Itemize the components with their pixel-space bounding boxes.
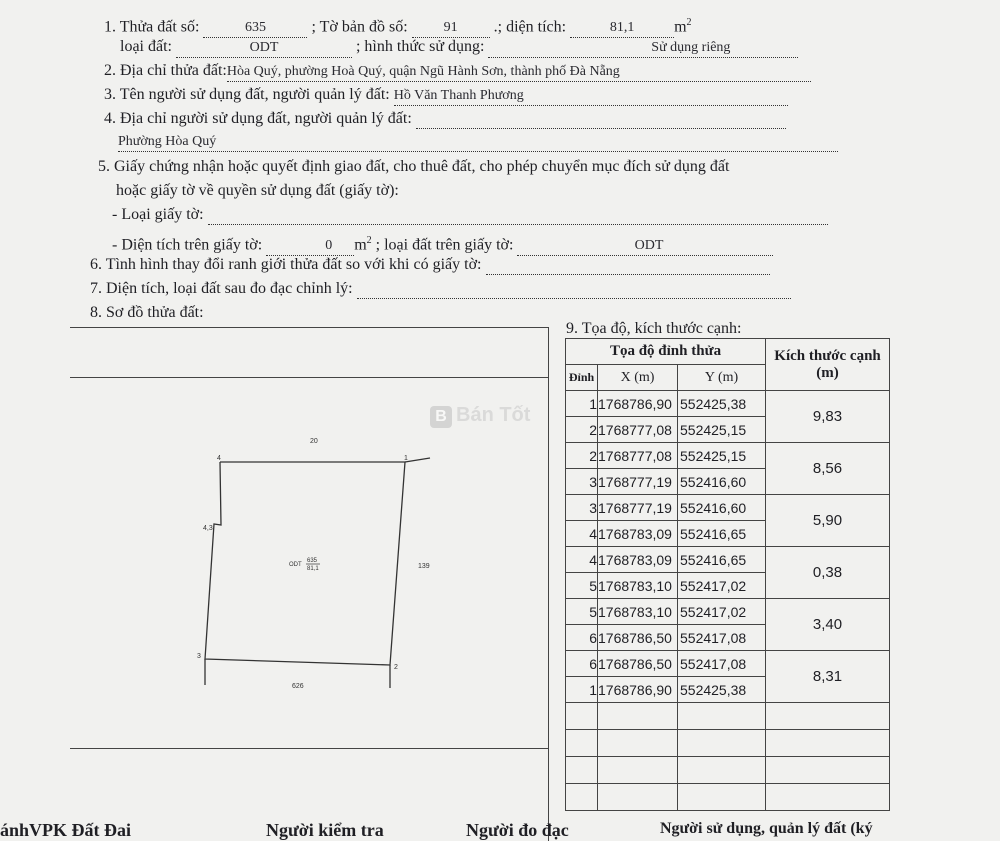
row-x: 1768777,08 — [598, 443, 678, 469]
empty-cell — [566, 784, 598, 811]
empty-cell — [598, 730, 678, 757]
edge-length: 8,56 — [766, 443, 890, 495]
row-point: 1 — [566, 677, 598, 703]
s2-label: 2. Địa chỉ thửa đất: — [104, 62, 227, 79]
row-y: 552417,08 — [678, 625, 766, 651]
signature-checker: Người kiểm tra — [266, 820, 384, 840]
empty-cell — [766, 784, 890, 811]
coord-row — [566, 651, 890, 677]
vertex-label-br: 2 — [394, 664, 398, 671]
htsd-label: ; hình thức sử dụng: — [355, 38, 485, 55]
header-x: X (m) — [598, 365, 678, 391]
header-size-label: Kích thước cạnh — [774, 347, 881, 364]
row-point: 2 — [566, 443, 598, 469]
s4-value: Phường Hòa Quý — [118, 134, 217, 149]
empty-cell — [566, 730, 598, 757]
edge-length: 9,83 — [766, 391, 890, 443]
empty-cell — [678, 757, 766, 784]
empty-cell — [766, 730, 890, 757]
signature-office: ánhVPK Đất Đai — [0, 820, 132, 840]
coord-row — [566, 443, 890, 469]
header-size — [766, 339, 890, 391]
s7-label: 7. Diện tích, loại đất sau đo đạc chỉnh lý: — [90, 280, 353, 297]
sketch-label-left: 4,3 — [203, 525, 213, 532]
s5-loai-dat-label: ; loại đất trên giấy tờ: — [375, 236, 514, 254]
row-point: 6 — [566, 625, 598, 651]
empty-cell — [566, 757, 598, 784]
row-y: 552417,08 — [678, 651, 766, 677]
center-num: 635 — [307, 558, 318, 564]
watermark — [430, 402, 570, 436]
empty-cell — [678, 730, 766, 757]
empty-cell — [678, 703, 766, 730]
row-y: 552425,15 — [678, 443, 766, 469]
watermark-logo-icon: B — [430, 406, 452, 428]
s5-dt-label: - Diện tích trên giấy tờ: — [112, 236, 263, 254]
s3-label: 3. Tên người sử dụng đất, người quản lý đất: — [104, 86, 390, 103]
sketch-label-bottom: 626 — [292, 683, 304, 690]
row-point: 3 — [566, 495, 598, 521]
row-y: 552425,15 — [678, 417, 766, 443]
coord-row — [566, 547, 890, 573]
row-x: 1768777,19 — [598, 495, 678, 521]
row-x: 1768777,19 — [598, 469, 678, 495]
center-type: ODT — [289, 562, 302, 568]
parcel-boundary — [205, 462, 405, 665]
row-y: 552425,38 — [678, 677, 766, 703]
s5-loai-dat-value: ODT — [634, 238, 664, 254]
dt-sup: 2 — [686, 17, 692, 28]
row-x: 1768783,09 — [598, 547, 678, 573]
s5-dt-unit: m — [354, 236, 367, 254]
row-point: 1 — [566, 391, 598, 417]
row-point: 3 — [566, 469, 598, 495]
s2-value: Hòa Quý, phường Hoà Quý, quận Ngũ Hành Sơn, thành phố Đà Nẵng — [226, 64, 620, 79]
row-y: 552416,65 — [678, 521, 766, 547]
row-y: 552416,60 — [678, 469, 766, 495]
row-x: 1768783,10 — [598, 599, 678, 625]
s6-label: 6. Tình hình thay đổi ranh giới thửa đất so với khi có giấy tờ: — [90, 256, 482, 273]
dt-value: 81,1 — [609, 20, 635, 36]
row-y: 552416,60 — [678, 495, 766, 521]
row-point: 4 — [566, 547, 598, 573]
watermark-text: Bán Tốt — [456, 404, 531, 426]
sketch-label-top: 20 — [310, 438, 318, 445]
to-value: 91 — [443, 20, 458, 36]
empty-cell — [598, 703, 678, 730]
s5-loai-giay-label: - Loại giấy tờ: — [112, 206, 204, 223]
coord-row — [566, 391, 890, 417]
row-point: 2 — [566, 417, 598, 443]
s3-value: Hồ Văn Thanh Phương — [393, 88, 524, 103]
edge-length: 0,38 — [766, 547, 890, 599]
edge-length: 5,90 — [766, 495, 890, 547]
parcel-neighbor-line-top — [405, 458, 430, 462]
htsd-value: Sử dụng riêng — [651, 40, 731, 55]
empty-cell — [766, 703, 890, 730]
edge-length: 8,31 — [766, 651, 890, 703]
row-x: 1768783,09 — [598, 521, 678, 547]
row-y: 552416,65 — [678, 547, 766, 573]
row-y: 552417,02 — [678, 573, 766, 599]
section-5-line-1: 5. Giấy chứng nhận hoặc quyết định giao đất, cho thuê đất, cho phép chuyển mục đích sử dụng đất — [98, 158, 730, 175]
row-y: 552425,38 — [678, 391, 766, 417]
row-x: 1768777,08 — [598, 417, 678, 443]
edge-length: 3,40 — [766, 599, 890, 651]
empty-row — [566, 730, 890, 757]
signature-owner: Người sử dụng, quản lý đất (ký — [660, 820, 873, 837]
center-area: 81,1 — [307, 566, 319, 572]
row-point: 5 — [566, 599, 598, 625]
coord-row — [566, 495, 890, 521]
loai-value: ODT — [249, 40, 279, 55]
empty-cell — [598, 784, 678, 811]
vertex-label-tr: 1 — [404, 455, 408, 462]
header-coords: Tọa độ đỉnh thửa — [566, 339, 766, 365]
dt-label: .; diện tích: — [493, 18, 567, 36]
empty-cell — [678, 784, 766, 811]
to-label: ; Tờ bản đồ số: — [311, 18, 408, 36]
row-x: 1768786,50 — [598, 651, 678, 677]
row-x: 1768783,10 — [598, 573, 678, 599]
header-dinh: Đỉnh — [566, 365, 598, 391]
empty-cell — [598, 757, 678, 784]
header-size-unit: (m) — [816, 364, 839, 381]
row-x: 1768786,90 — [598, 391, 678, 417]
s4-label: 4. Địa chỉ người sử dụng đất, người quản lý đất: — [104, 110, 412, 127]
empty-cell — [566, 703, 598, 730]
vertex-label-tl: 4 — [217, 455, 221, 462]
coord-row — [566, 599, 890, 625]
row-point: 6 — [566, 651, 598, 677]
loai-label: loại đất: — [120, 38, 172, 55]
section-5-line-2: hoặc giấy tờ về quyền sử dụng đất (giấy tờ): — [116, 182, 399, 199]
empty-row — [566, 784, 890, 811]
empty-cell — [766, 757, 890, 784]
section-9-label: 9. Tọa độ, kích thước cạnh: — [566, 320, 742, 337]
empty-row — [566, 703, 890, 730]
row-x: 1768786,90 — [598, 677, 678, 703]
row-point: 4 — [566, 521, 598, 547]
empty-row — [566, 757, 890, 784]
vertex-label-bl: 3 — [197, 653, 201, 660]
thua-label: 1. Thửa đất số: — [104, 18, 200, 36]
row-point: 5 — [566, 573, 598, 599]
row-y: 552417,02 — [678, 599, 766, 625]
sketch-label-right: 139 — [418, 563, 430, 570]
thua-value: 635 — [244, 20, 266, 36]
s5-dt-value: 0 — [325, 238, 333, 254]
s5-dt-sup: 2 — [366, 235, 372, 246]
row-x: 1768786,50 — [598, 625, 678, 651]
header-y: Y (m) — [678, 365, 766, 391]
dt-unit: m — [674, 18, 687, 36]
coordinate-table — [565, 338, 890, 811]
signature-surveyor: Người đo đạc — [466, 820, 569, 840]
section-8-label: 8. Sơ đồ thửa đất: — [90, 304, 204, 321]
